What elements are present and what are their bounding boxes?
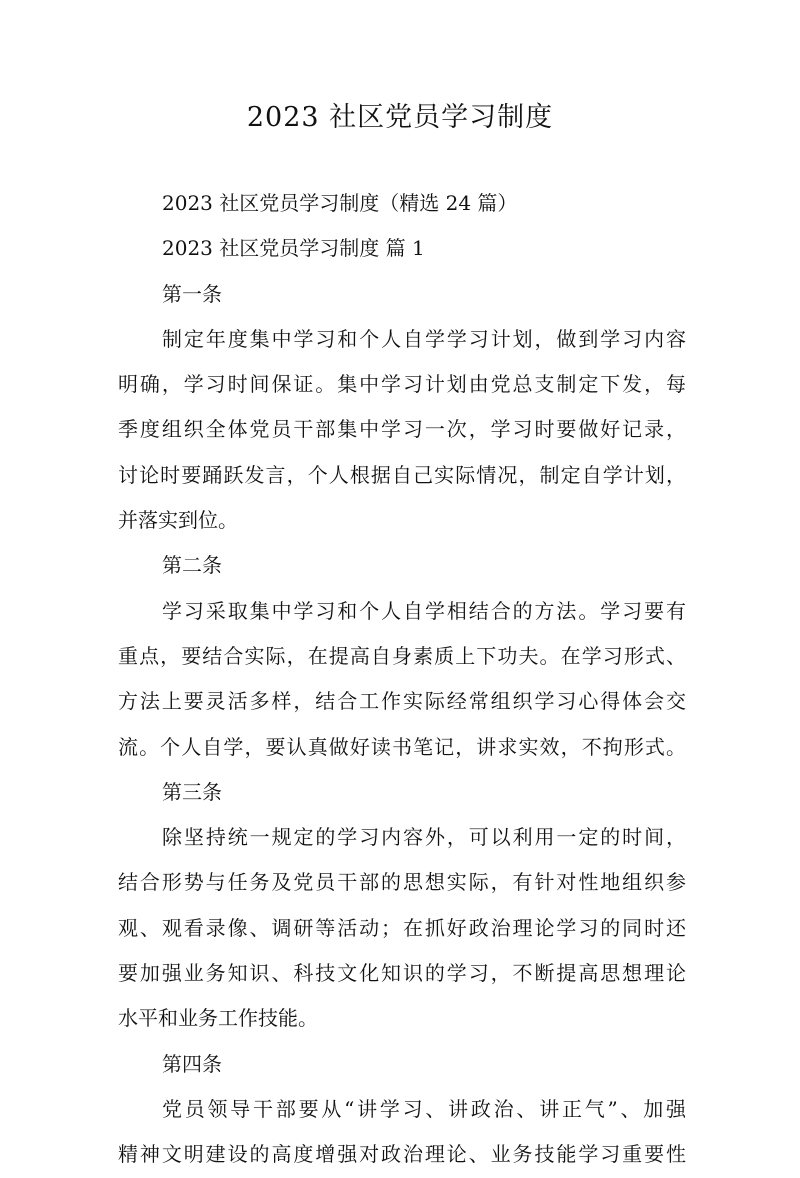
body-line: 结合形势与任务及党员干部的思想实际，有针对性地组织参 <box>118 870 686 895</box>
body-line: 第二条 <box>162 553 222 578</box>
body-line: 学习采取集中学习和个人自学相结合的方法。学习要有 <box>162 598 686 623</box>
body-line: 并落实到位。 <box>118 508 238 533</box>
body-line: 要加强业务知识、科技文化知识的学习，不断提高思想理论 <box>118 961 686 986</box>
body-line: 明确，学习时间保证。集中学习计划由党总支制定下发，每 <box>118 372 686 397</box>
body-line: 重点，要结合实际，在提高自身素质上下功夫。在学习形式、 <box>118 643 686 668</box>
body-line: 党员领导干部要从“讲学习、讲政治、讲正气”、加强 <box>162 1096 686 1121</box>
body-line: 2023 社区党员学习制度（精选 24 篇） <box>162 191 518 215</box>
body-line: 水平和业务工作技能。 <box>118 1006 318 1031</box>
document-title: 2023 社区党员学习制度 <box>246 102 554 133</box>
body-line: 观、观看录像、调研等活动；在抓好政治理论学习的同时还 <box>118 915 686 940</box>
body-line: 讨论时要踊跃发言，个人根据自己实际情况，制定自学计划， <box>118 462 686 487</box>
body-line: 第一条 <box>162 281 222 306</box>
body-line: 方法上要灵活多样，结合工作实际经常组织学习心得体会交 <box>118 689 686 714</box>
body-line: 流。个人自学，要认真做好读书笔记，讲求实效，不拘形式。 <box>118 734 686 759</box>
document-body <box>118 181 686 1178</box>
body-line: 除坚持统一规定的学习内容外，可以利用一定的时间， <box>162 825 686 850</box>
body-line: 精神文明建设的高度增强对政治理论、业务技能学习重要性 <box>118 1142 686 1167</box>
body-line: 季度组织全体党员干部集中学习一次，学习时要做好记录， <box>118 417 686 442</box>
body-line: 2023 社区党员学习制度 篇 1 <box>162 236 425 261</box>
body-line: 制定年度集中学习和个人自学学习计划，做到学习内容 <box>162 326 686 351</box>
body-line: 第三条 <box>162 779 222 804</box>
body-line: 第四条 <box>162 1051 222 1076</box>
